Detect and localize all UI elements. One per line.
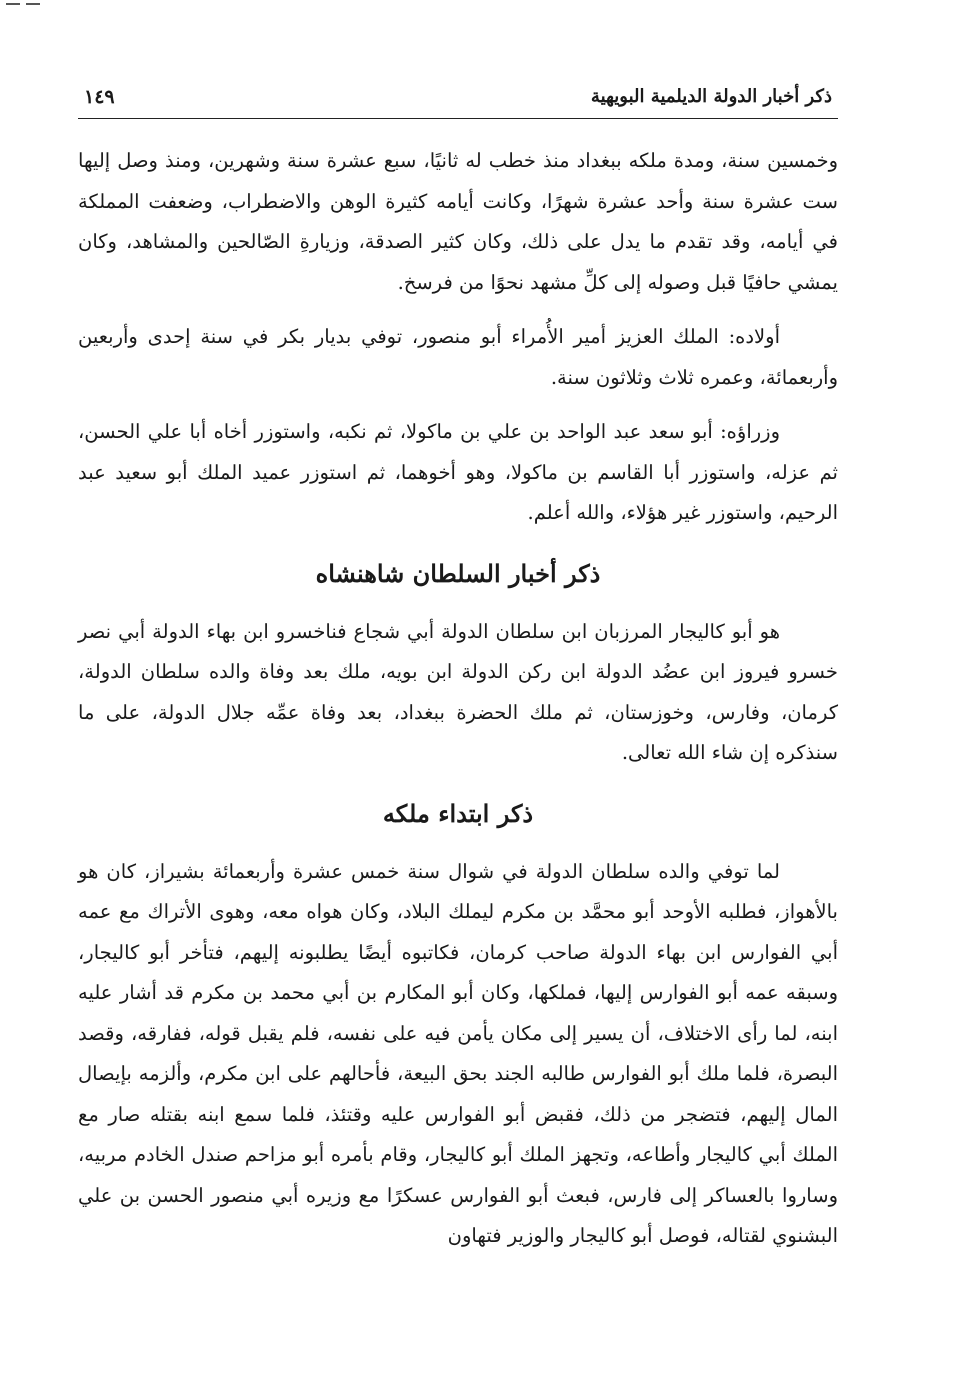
paragraph: وزراؤه: أبو سعد عبد الواحد بن علي بن ماكولا، ثم نكبه، واستوزر أخاه أبا علي الحسن، ثم عزله، واستوزر أبا القاسم بن ماكولا، وهو أخوهما، ثم استوزر عميد الملك أبو سعيد عبد الرحيم، واستوزر غير هؤلاء، والله أعلم. [78, 420, 838, 524]
page-body [78, 141, 838, 1257]
paragraph: لما توفي والده سلطان الدولة في شوال سنة خمس عشرة وأربعمائة بشيراز، كان هو بالأهواز، فطلبه الأوحد أبو محمَّد بن مكرم ليملك البلاد، وكان هواه معه، وهوى الأتراك مع عمه أبي الفوارس ابن بهاء الدولة صاحب كرمان، فكاتبوه أيضًا يطلبونه إليهم، فتأخر أبو كاليجار، وسبقه عمه أبو الفوارس إليها، فملكها، وكان أبو المكارم بن أبي محمد بن مكرم قد أشار عليه ابنه، لما رأى الاختلاف، أن يسير إلى مكان يأمن فيه على نفسه، فلم يقبل قوله، ففارقه، وقصد البصرة، فلما ملك أبو الفوارس طالبه الجند بحق البيعة، فأحالهم على ابن مكرم، وألزمه بإيصال المال إليهم، فتضجر من ذلك، فقبض أبو الفوارس عليه وقتئذ، فلما سمع ابنه بقتله صار مع الملك أبي كاليجار وأطاعه، وتجهز الملك أبو كاليجار، وقام بأمره أبو مزاحم صندل الخادم مربيه، وساروا بالعساكر إلى فارس، فبعث أبو الفوارس عسكرًا مع وزيره أبي منصور الحسن بن علي البشنوي لقتاله، فوصل أبو كاليجار والوزير فتهاون [78, 859, 838, 1247]
section [78, 794, 838, 1257]
page-header [78, 78, 838, 119]
running-title: ذكر أخبار الدولة الديلمية البويهية [590, 86, 832, 107]
book-page [78, 78, 838, 1257]
section-heading: ذكر ابتداء ملكه [382, 798, 534, 828]
section-heading: ذكر أخبار السلطان شاهنشاه [315, 558, 601, 588]
paragraph: أولاده: الملك العزيز أمير الأُمراء أبو منصور، توفي بديار بكر في سنة إحدى وأربعين وأربعمائة، وعمره ثلاث وثلاثون سنة. [78, 325, 838, 389]
paragraph: وخمسين سنة، ومدة ملكه ببغداد منذ خطب له ثانيًا، سبع عشرة سنة وشهرين، ومنذ وصل إليها ست عشرة سنة وأحد عشرة شهرًا، وكانت أيامه كثيرة الوهن والاضطراب، وضعفت المملكة في أيامه، وقد تقدم ما يدل على ذلك، وكان كثير الصدقة، وزيارةِ الصّالحين والمشاهد، وكان يمشي حافيًا قبل وصوله إلى كلِّ مشهد نحوًا من فرسخ. [78, 149, 838, 294]
page-number: ١٤٩ [84, 86, 115, 108]
scan-mark [6, 3, 20, 5]
paragraph: هو أبو كاليجار المرزبان ابن سلطان الدولة أبي شجاع فناخسرو ابن بهاء الدولة أبي نصر خسرو فيروز ابن عضُد الدولة ابن ركن الدولة ابن بويه، ملك بعد وفاة والده سلطان الدولة، كرمان، وفارس، وخوزستان، ثم ملك الحضرة ببغداد، بعد وفاة عمِّه جلال الدولة، على ما سنذكره إن شاء الله تعالى. [78, 619, 838, 764]
scan-mark [26, 3, 40, 5]
